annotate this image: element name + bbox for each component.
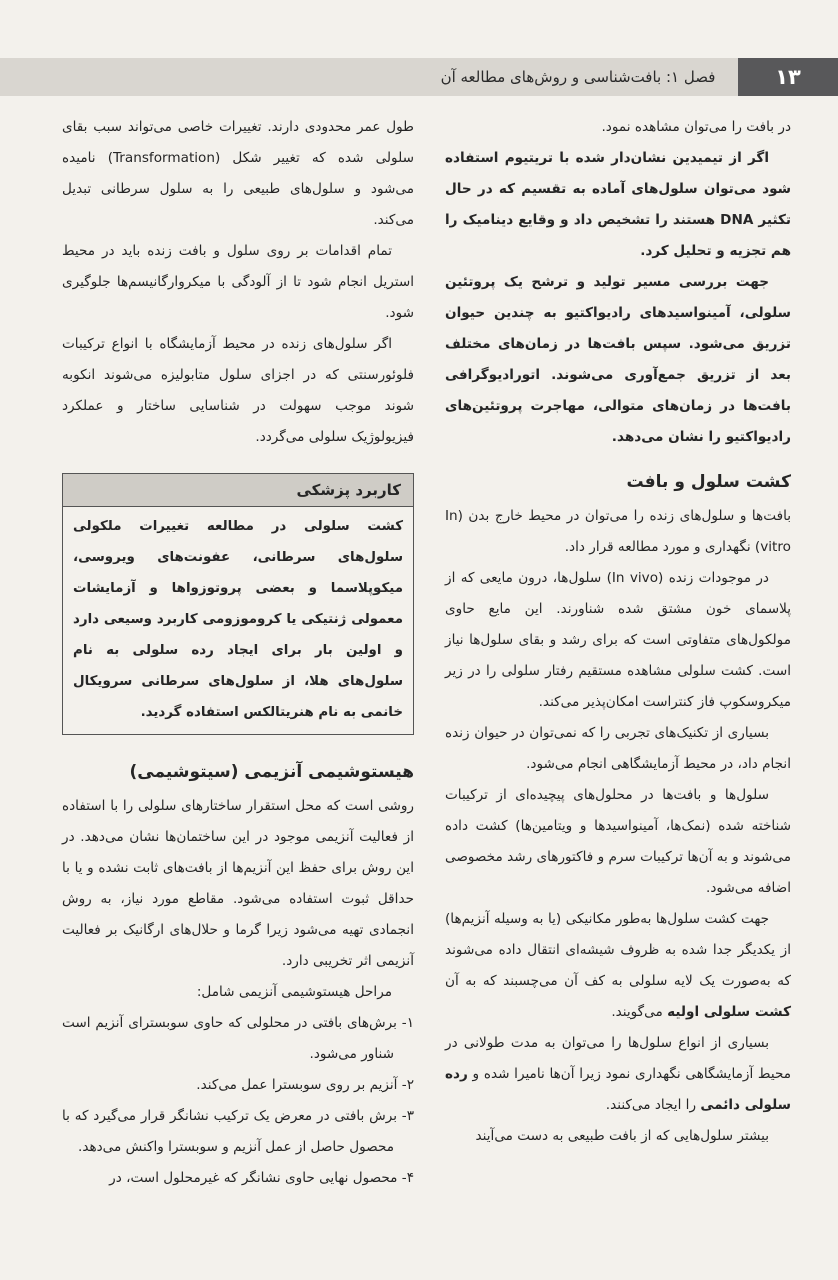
list-item: ۴- محصول نهایی حاوی نشانگر که غیرمحلول است، در (109, 1170, 414, 1186)
paragraph: بسیاری از تکنیک‌های تجربی را که نمی‌توان در حیوان زنده انجام داد، در محیط آزمایشگاهی انجام می‌شود. (445, 725, 791, 772)
list-item: ۲- آنزیم بر روی سوبسترا عمل می‌کند. (196, 1077, 414, 1093)
paragraph: تمام اقدامات بر روی سلول و بافت زنده باید در محیط استریل انجام شود تا از آلودگی با میکروارگانیسم‌ها جلوگیری شود. (62, 243, 414, 321)
clinical-box (62, 473, 414, 735)
paragraph: سلول‌ها و بافت‌ها در محلول‌های پیچیده‌ای از ترکیبات شناخته شده (نمک‌ها، آمینواسیدها و ویتامین‌ها) کشت داده می‌شوند و به آن‌ها ترکیبات سرم و فاکتورهای رشد مخصوصی اضافه می‌شود. (445, 787, 791, 896)
list-item: ۳- برش بافتی در معرض یک ترکیب نشانگر قرار می‌گیرد که با محصول حاصل از عمل آنزیم و سوبسترا واکنش می‌دهد. (62, 1108, 414, 1155)
term-primary-culture: کشت سلولی اولیه (667, 1004, 791, 1020)
paragraph: روشی است که محل استقرار ساختارهای سلولی را با استفاده از فعالیت آنزیمی موجود در این ساختمان‌ها نشان می‌دهد. در این روش برای حفظ این آنزیم‌ها از بافت‌های ثابت نشده و یا با حداقل ثبوت استفاده می‌شود. مقاطع مورد نیاز، به روش انجمادی تهیه می‌شود زیرا گرما و حلال‌های ارگانیک بر فعالیت آنزیمی اثر تخریبی دارد. (62, 798, 414, 969)
paragraph-primary-culture (445, 904, 791, 1028)
text-run: را ایجاد می‌کنند. (605, 1097, 697, 1113)
right-column (445, 112, 791, 1152)
paragraph-cell-line (445, 1028, 791, 1121)
paragraph-protein-secretion: جهت بررسی مسیر تولید و ترشح یک پروتئین سلولی، آمینواسیدهای رادیواکتیو به چندین حیوان تزریق می‌شود. سپس بافت‌ها در زمان‌های مختلف بعد از تزریق جمع‌آوری می‌شوند. اتورادیوگرافی بافت‌ها در زمان‌های متوالی، مهاجرت پروتئین‌های رادیواکتیو را نشان می‌دهد. (445, 274, 791, 445)
box-body: کشت سلولی در مطالعه تغییرات ملکولی سلول‌های سرطانی، عفونت‌های ویروسی، میکوپلاسما و بعضی پروتوزواها و آزمایشات معمولی ژنتیکی یا کروموزومی کاربرد وسیعی دارد و اولین بار برای ایجاد رده سلولی به نام سلول‌های هلا، از سلول‌های سرطانی سرویکال خانمی به نام هنریتالکس استفاده گردید. (73, 519, 403, 720)
running-header (0, 58, 838, 96)
term-cell-line: رده سلولی دائمی (445, 1066, 791, 1113)
section-heading-enzyme-histochemistry: هیستوشیمی آنزیمی (سیتوشیمی) (129, 762, 414, 782)
text-run: جهت کشت سلول‌ها به‌طور مکانیکی (یا به وسیله آنزیم‌ها) از یکدیگر جدا شده به ظروف شیشه‌ای انتقال داده می‌شوند که به‌صورت یک لایه سلولی به کف آن می‌چسبند که به آن (445, 911, 791, 989)
left-column (62, 112, 414, 1194)
paragraph: اگر سلول‌های زنده در محیط آزمایشگاه با انواع ترکیبات فلوئورسنتی که در اجزای سلول متابولیزه می‌شوند انکوبه شوند موجب سهولت در شناسایی ساختار و عملکرد فیزیولوژیک سلولی می‌گردد. (62, 336, 414, 445)
paragraph: در بافت را می‌توان مشاهده نمود. (601, 119, 791, 135)
section-heading-cell-culture: کشت سلول و بافت (626, 472, 791, 492)
paragraph: طول عمر محدودی دارند. تغییرات خاصی می‌تواند سبب بقای سلولی شده که تغییر شکل (Transformation) نامیده می‌شود و سلول‌های طبیعی را به سلول سرطانی تبدیل می‌کند. (62, 119, 414, 228)
text-run: می‌گویند. (611, 1004, 663, 1020)
chapter-title: فصل ۱: بافت‌شناسی و روش‌های مطالعه آن (440, 68, 716, 86)
list-item: ۱- برش‌های بافتی در محلولی که حاوی سوبسترای آنزیم است شناور می‌شود. (62, 1015, 414, 1062)
text-run: بسیاری از انواع سلول‌ها را می‌توان به مدت طولانی در محیط آزمایشگاهی نگهداری نمود زیرا آن‌ها نامیرا شده و (445, 1035, 791, 1082)
paragraph: بافت‌ها و سلول‌های زنده را می‌توان در محیط خارج بدن (In vitro) نگهداری و مورد مطالعه قرار داد. (445, 508, 791, 555)
page-number: ۱۳ (738, 58, 838, 96)
paragraph: در موجودات زنده (In vivo) سلول‌ها، درون مایعی که از پلاسمای خون مشتق شده شناورند. این مایع حاوی مولکول‌های متفاوتی است که برای رشد و بقای سلول‌ها نیاز است. کشت سلولی مشاهده مستقیم رفتار سلولی را در زیر میکروسکوپ فاز کنتراست امکان‌پذیر می‌کند. (445, 570, 791, 710)
paragraph: مراحل هیستوشیمی آنزیمی شامل: (196, 984, 392, 1000)
box-title: کاربرد پزشکی (63, 474, 413, 507)
paragraph: بیشتر سلول‌هایی که از بافت طبیعی به دست می‌آیند (475, 1128, 769, 1144)
paragraph-thymidine: اگر از تیمیدین نشان‌دار شده با تریتیوم استفاده شود می‌توان سلول‌های آماده به تقسیم که در حال تکثیر DNA هستند را تشخیص داد و وقایع دینامیک را هم تجزیه و تحلیل کرد. (445, 150, 792, 259)
